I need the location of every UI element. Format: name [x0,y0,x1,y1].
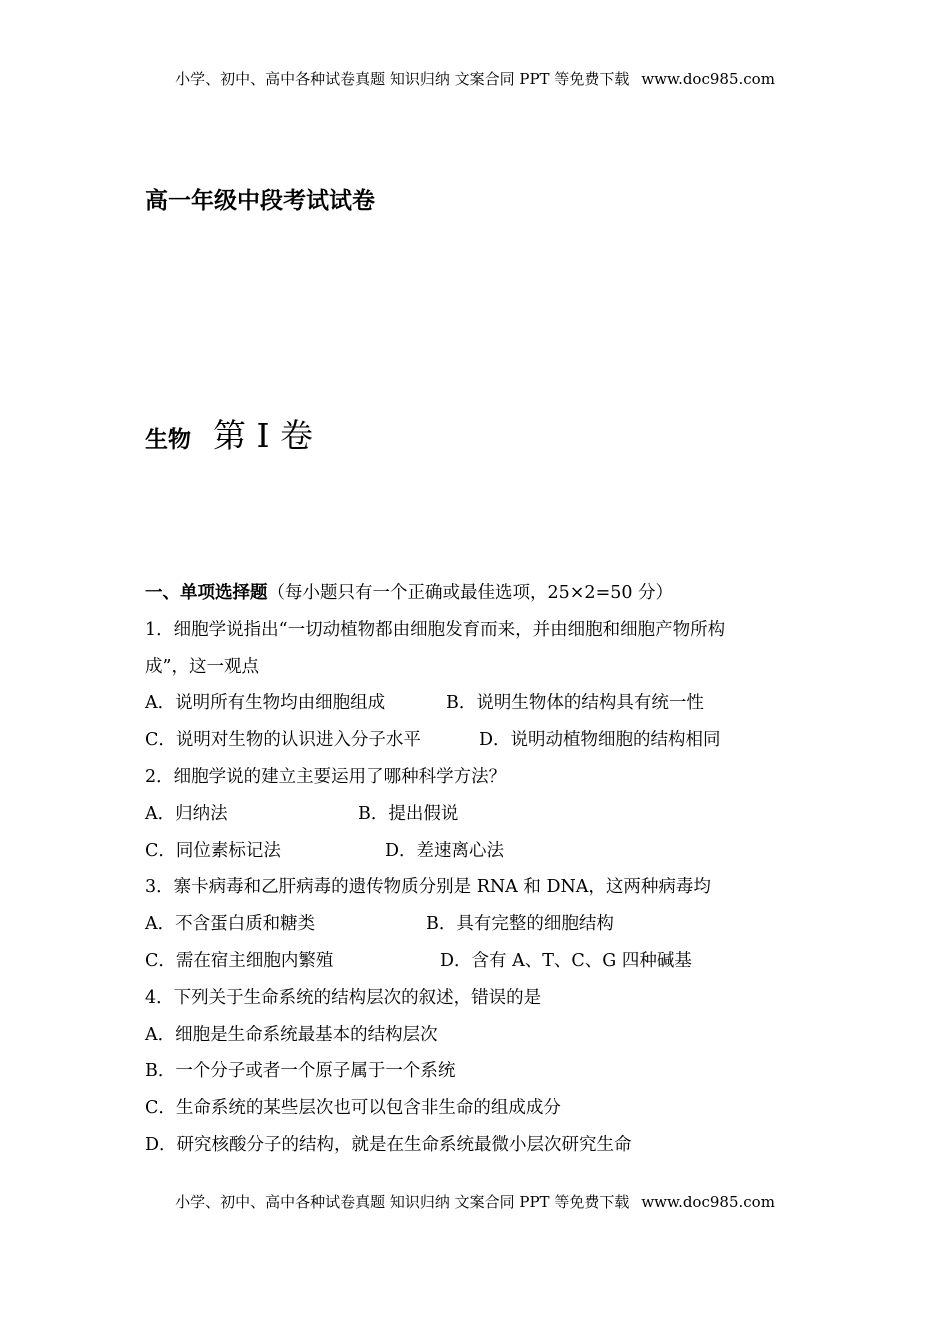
question-2-option-d: D．差速离心法 [385,840,505,861]
section-title: 一、单项选择题 [145,583,268,603]
footer-site-link[interactable]: www.doc985.com [641,1193,775,1211]
question-2-option-c: C．同位素标记法 [145,840,281,861]
question-1-option-b: B．说明生物体的结构具有统一性 [446,693,704,714]
question-1-option-c: C．说明对生物的认识进入分子水平 [145,730,421,751]
section-heading [145,579,825,616]
question-4-option-c: C．生命系统的某些层次也可以包含非生命的组成成分 [145,1098,561,1119]
question-2-options-ab [145,800,825,837]
question-4-option-b: B．一个分子或者一个原子属于一个系统 [145,1061,456,1082]
question-1-option-a: A．说明所有生物均由细胞组成 [145,693,386,714]
question-3-option-b: B．具有完整的细胞结构 [426,914,614,935]
header-text: 小学、初中、高中各种试卷真题 知识归纳 文案合同 PPT 等免费下载 [175,70,630,88]
question-4-stem: 4．下列关于生命系统的结构层次的叙述，错误的是 [145,987,542,1008]
question-1-option-d: D．说明动植物细胞的结构相同 [479,730,721,751]
question-3-options-ab [145,910,825,947]
question-2-option-b: B．提出假说 [358,803,459,824]
exam-title: 高一年级中段考试试卷 [145,187,375,214]
question-3-stem: 3．寨卡病毒和乙肝病毒的遗传物质分别是 RNA 和 DNA，这两种病毒均 [145,877,711,898]
question-1-options-ab [145,689,825,726]
question-3-options-cd [145,947,825,984]
subject-heading [145,410,313,457]
question-1-stem-line-1: 1．细胞学说指出“一切动植物都由细胞发育而来，并由细胞和细胞产物所构 [145,619,726,640]
question-1-options-cd [145,726,825,763]
page-footer [0,1191,950,1212]
question-2-option-a: A．归纳法 [145,803,228,824]
question-4-option-d: D．研究核酸分子的结构，就是在生命系统最微小层次研究生命 [145,1134,632,1155]
question-3-option-a: A．不含蛋白质和糖类 [145,914,316,935]
subject-label: 生物 [145,426,191,453]
volume-label: 第 I 卷 [213,416,314,455]
question-section [145,579,825,1168]
question-2-options-cd [145,837,825,874]
question-2-stem: 2．细胞学说的建立主要运用了哪种科学方法？ [145,766,507,787]
question-4-option-a: A．细胞是生命系统最基本的结构层次 [145,1024,438,1045]
question-3-option-d: D．含有 A、T、C、G 四种碱基 [440,950,692,971]
question-3-option-c: C．需在宿主细胞内繁殖 [145,950,334,971]
header-site-link[interactable]: www.doc985.com [641,70,775,88]
footer-text: 小学、初中、高中各种试卷真题 知识归纳 文案合同 PPT 等免费下载 [175,1193,630,1211]
question-1-stem-line-2: 成”，这一观点 [145,656,259,677]
page-header [0,68,950,89]
section-note: （每小题只有一个正确或最佳选项，25×2=50 分） [267,583,674,603]
